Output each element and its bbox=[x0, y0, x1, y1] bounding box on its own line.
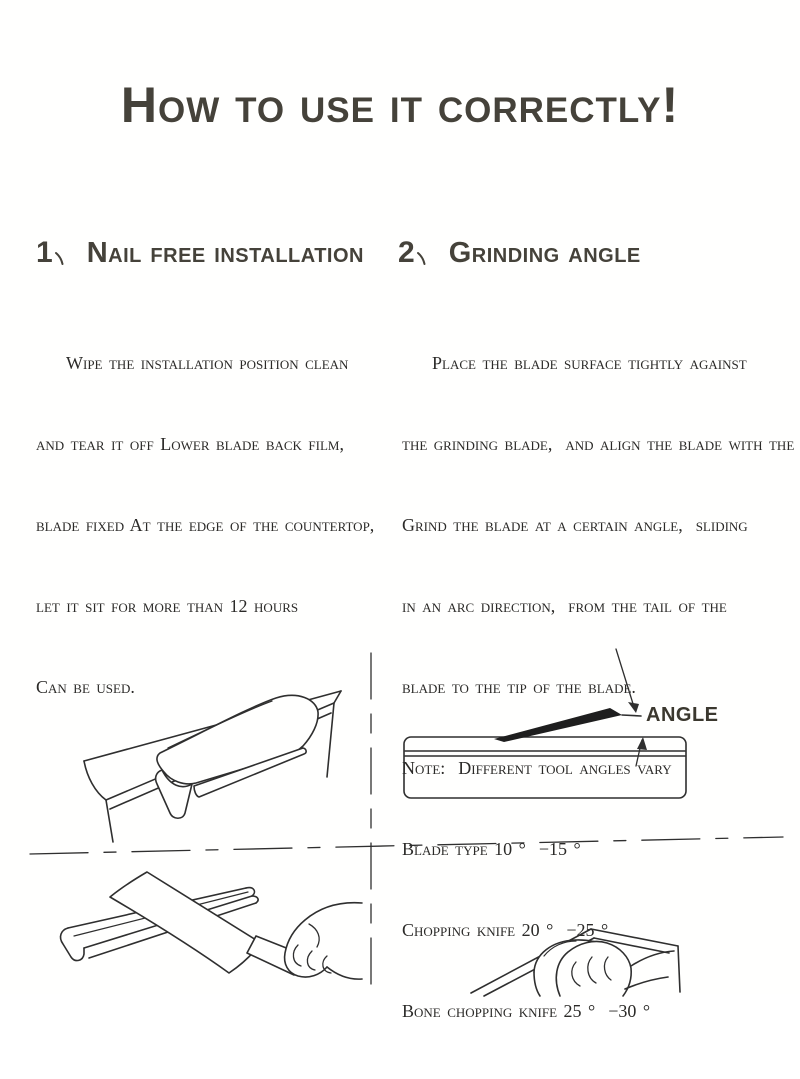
instruction-line: Wipe the installation position clean bbox=[66, 353, 349, 373]
section-2-number: 2 bbox=[398, 236, 415, 269]
instruction-line: Grind the blade at a certain angle, sliding bbox=[402, 515, 748, 535]
instruction-line: and tear it off Lower blade back film, bbox=[36, 434, 344, 454]
instruction-line: the grinding blade, and align the blade with the bbox=[402, 434, 795, 454]
section-2-title: Grinding angle bbox=[448, 237, 641, 269]
instruction-line: in an arc direction, from the tail of the bbox=[402, 596, 727, 616]
instruction-line: let it sit for more than 12 hours bbox=[36, 596, 299, 616]
section-1-number: 1 bbox=[36, 236, 53, 269]
instruction-line: Bone chopping knife 25 ° −30 ° bbox=[402, 1001, 651, 1021]
sharpener-device bbox=[156, 695, 318, 818]
down-arrowhead-icon bbox=[628, 702, 639, 713]
section-1-title: Nail free installation bbox=[86, 237, 364, 269]
instruction-line: Can be used. bbox=[36, 677, 135, 697]
instruction-line: blade to the tip of the blade. bbox=[402, 677, 636, 697]
installation-diagram bbox=[84, 691, 341, 842]
down-arrow bbox=[616, 649, 634, 707]
cleaver-blade bbox=[110, 872, 261, 973]
instruction-line: Chopping knife 20 ° −25 ° bbox=[402, 920, 609, 940]
page-title: How to use it correctly! bbox=[120, 77, 680, 133]
instruction-line: Place the blade surface tightly against bbox=[432, 353, 747, 373]
up-arrowhead-icon bbox=[637, 737, 647, 750]
sharpening-motion-diagram bbox=[61, 872, 362, 979]
instruction-line: Blade type 10 ° −15 ° bbox=[402, 839, 581, 859]
press-installation-diagram bbox=[471, 929, 680, 998]
horizontal-dash-dot-divider bbox=[30, 837, 783, 854]
instruction-line: blade fixed At the edge of the countertop, bbox=[36, 515, 375, 535]
angle-label: ANGLE bbox=[646, 704, 719, 726]
instruction-line: Note: Different tool angles vary bbox=[402, 758, 672, 778]
grinding-angle-diagram bbox=[404, 649, 686, 798]
